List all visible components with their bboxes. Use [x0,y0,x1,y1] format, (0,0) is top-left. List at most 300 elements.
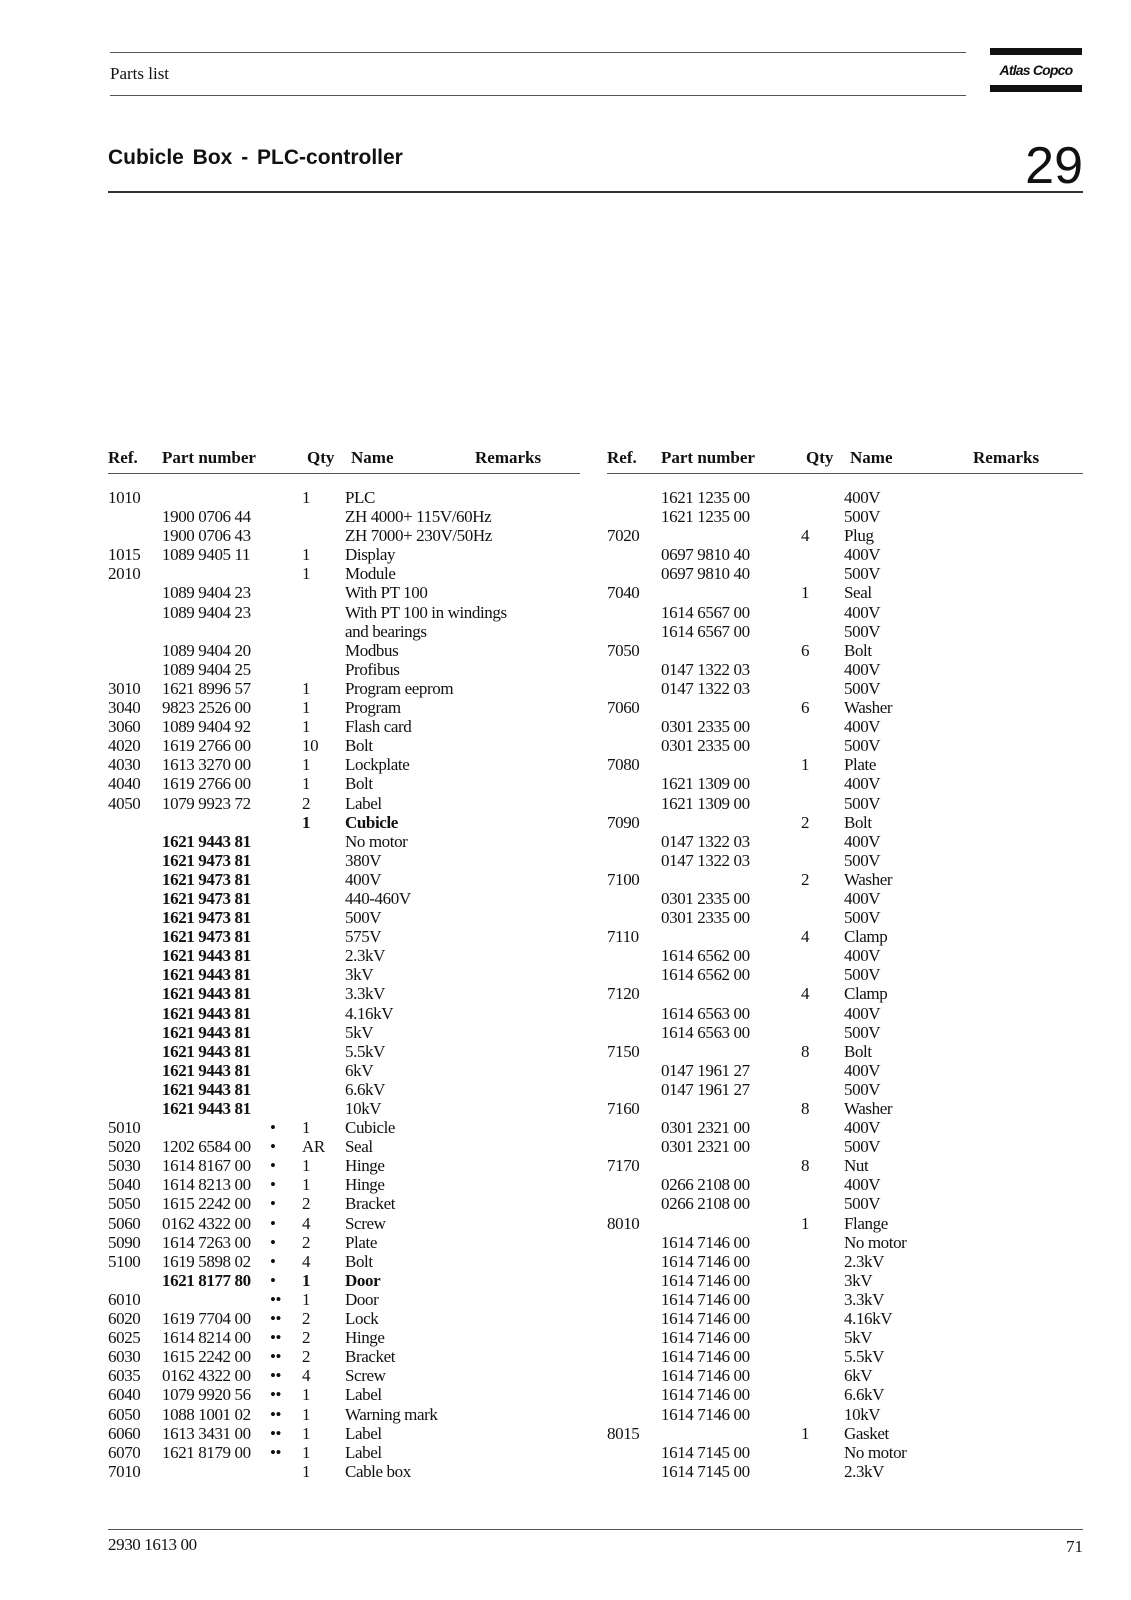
name-cell: 500V [345,908,382,928]
name-cell: 5kV [345,1022,374,1042]
name-cell: 380V [345,850,382,870]
name-cell: Washer [844,869,893,889]
qty-cell: 4 [801,984,810,1004]
indent-marker: •• [270,1309,282,1329]
part-number-cell: 1615 2242 00 [162,1347,251,1367]
name-cell: 500V [844,621,881,641]
name-cell: 400V [844,488,881,507]
header-qty: Qty [307,448,335,467]
ref-cell: 7080 [607,755,640,775]
part-number-cell: 1614 7263 00 [162,1232,251,1252]
qty-cell: 1 [302,812,311,832]
qty-cell: 1 [801,1213,810,1233]
ref-cell: 7150 [607,1041,640,1061]
part-number-cell: 1614 7146 00 [661,1347,750,1367]
name-cell: 500V [844,1079,881,1099]
part-number-cell: 1621 9443 81 [162,1041,251,1061]
indent-marker: • [270,1118,276,1138]
part-number-cell: 1614 7146 00 [661,1328,750,1348]
name-cell: Flash card [345,717,412,737]
qty-cell: 8 [801,1099,810,1118]
name-cell: 500V [844,1137,881,1157]
table-header-rule-right [607,473,1083,474]
logo-text: Atlas Copco [999,62,1073,78]
part-number-cell: 1621 1309 00 [661,793,750,813]
indent-marker: • [270,1213,276,1233]
name-cell: Cable box [345,1461,411,1481]
name-cell: Flange [844,1213,888,1233]
section-label: Parts list [110,64,170,83]
name-cell: Bolt [345,774,373,794]
ref-cell: 3010 [108,678,141,698]
qty-cell: 1 [302,1461,311,1481]
ref-cell: 4020 [108,736,141,756]
ref-cell: 2010 [108,564,141,584]
part-number-cell: 1614 8214 00 [162,1328,251,1348]
name-cell: 500V [844,1194,881,1214]
ref-cell: 7040 [607,583,640,603]
ref-cell: 5050 [108,1194,141,1214]
ref-cell: 3040 [108,698,141,718]
part-number-cell: 0266 2108 00 [661,1175,750,1195]
part-number-cell: 1614 7146 00 [661,1270,750,1290]
name-cell: ZH 7000+ 230V/50Hz [345,526,492,546]
part-number-cell: 0301 2335 00 [661,908,750,928]
part-number-cell: 1089 9404 20 [162,640,251,660]
qty-cell: 1 [302,1404,311,1424]
qty-cell: 1 [302,1385,311,1405]
part-number-cell: 1621 9443 81 [162,984,251,1004]
part-number-cell: 1621 9473 81 [162,850,251,870]
name-cell: Plate [844,755,876,775]
part-number-cell: 1614 7146 00 [661,1251,750,1271]
name-cell: Washer [844,698,893,718]
name-cell: Label [345,793,382,813]
name-cell: 10kV [844,1404,881,1424]
name-cell: Display [345,545,396,565]
ref-cell: 7090 [607,812,640,832]
header-qty: Qty [806,448,834,467]
name-cell: ZH 4000+ 115V/60Hz [345,507,492,527]
part-number-cell: 1614 7146 00 [661,1232,750,1252]
name-cell: 3.3kV [844,1289,885,1309]
qty-cell: 1 [302,564,311,584]
qty-cell: 8 [801,1041,810,1061]
indent-marker: •• [270,1423,282,1443]
name-cell: Seal [844,583,872,603]
part-number-cell: 1614 7146 00 [661,1385,750,1405]
ref-cell: 6040 [108,1385,141,1405]
indent-marker: •• [270,1404,282,1424]
name-cell: Label [345,1385,382,1405]
part-number-cell: 1621 9473 81 [162,888,251,908]
part-number-cell: 0301 2335 00 [661,717,750,737]
ref-cell: 6060 [108,1423,141,1443]
name-cell: 500V [844,736,881,756]
logo-bottom-bar [990,85,1082,92]
ref-cell: 7020 [607,526,640,546]
qty-cell: 1 [302,1289,311,1309]
name-cell: Screw [345,1366,386,1386]
ref-cell: 6020 [108,1309,141,1329]
part-number-cell: 1619 2766 00 [162,736,251,756]
name-cell: Nut [844,1156,869,1176]
part-number-cell: 0162 4322 00 [162,1366,251,1386]
name-cell: No motor [844,1442,907,1462]
part-number-cell: 1614 6567 00 [661,621,750,641]
name-cell: and bearings [345,621,427,641]
name-cell: Washer [844,1099,893,1118]
part-number-cell: 0301 2335 00 [661,888,750,908]
part-number-cell: 1614 6563 00 [661,1022,750,1042]
part-number-cell: 1621 9443 81 [162,1003,251,1023]
name-cell: Modbus [345,640,399,660]
name-cell: 2.3kV [844,1251,885,1271]
name-cell: Program [345,698,401,718]
name-cell: Clamp [844,927,888,947]
part-number-cell: 1619 5898 02 [162,1251,251,1271]
ref-cell: 6070 [108,1442,141,1462]
name-cell: 400V [345,869,382,889]
atlas-copco-logo [990,48,1082,94]
part-number-cell: 1079 9920 56 [162,1385,251,1405]
part-number-cell: 0147 1961 27 [661,1060,750,1080]
qty-cell: 1 [302,1442,311,1462]
indent-marker: •• [270,1289,282,1309]
qty-cell: 6 [801,640,810,660]
name-cell: 400V [844,946,881,966]
name-cell: 500V [844,1022,881,1042]
qty-cell: 1 [801,583,810,603]
qty-cell: 1 [302,1270,311,1290]
name-cell: Door [345,1270,381,1290]
name-cell: 5kV [844,1328,873,1348]
ref-cell: 7100 [607,869,640,889]
part-number-cell: 1621 8177 80 [162,1270,251,1290]
indent-marker: •• [270,1385,282,1405]
name-cell: Plug [844,526,874,546]
part-number-cell: 1088 1001 02 [162,1404,251,1424]
name-cell: 400V [844,831,881,851]
ref-cell: 7060 [607,698,640,718]
qty-cell: 2 [302,1232,311,1252]
indent-marker: • [270,1251,276,1271]
qty-cell: 2 [302,1309,311,1329]
ref-cell: 3060 [108,717,141,737]
part-number-cell: 1614 7146 00 [661,1289,750,1309]
name-cell: Bolt [844,640,872,660]
name-cell: 10kV [345,1099,382,1118]
part-number-cell: 1621 9473 81 [162,927,251,947]
ref-cell: 6010 [108,1289,141,1309]
header-name: Name [351,448,394,467]
indent-marker: •• [270,1347,282,1367]
part-number-cell: 0162 4322 00 [162,1213,251,1233]
qty-cell: 1 [302,698,311,718]
name-cell: Bolt [844,1041,872,1061]
part-number-cell: 1621 8179 00 [162,1442,251,1462]
part-number-cell: 1614 8213 00 [162,1175,251,1195]
name-cell: 4.16kV [345,1003,394,1023]
ref-cell: 4030 [108,755,141,775]
name-cell: 400V [844,659,881,679]
name-cell: Hinge [345,1156,385,1176]
part-number-cell: 1089 9404 23 [162,583,251,603]
ref-cell: 7110 [607,927,639,947]
part-number-cell: 1613 3431 00 [162,1423,251,1443]
name-cell: Bolt [345,1251,373,1271]
qty-cell: 1 [302,1118,311,1138]
ref-cell: 5040 [108,1175,141,1195]
table-header-rule-left [108,473,580,474]
ref-cell: 5090 [108,1232,141,1252]
part-number-cell: 1615 2242 00 [162,1194,251,1214]
qty-cell: 6 [801,698,810,718]
name-cell: 6kV [844,1366,873,1386]
name-cell: With PT 100 in windings [345,602,507,622]
qty-cell: 1 [801,755,810,775]
part-number-cell: 0147 1322 03 [661,831,750,851]
part-number-cell: 1621 1235 00 [661,507,750,527]
name-cell: No motor [345,831,408,851]
part-number-cell: 1614 7146 00 [661,1366,750,1386]
ref-cell: 5100 [108,1251,141,1271]
part-number-cell: 1621 9443 81 [162,946,251,966]
part-number-cell: 0147 1322 03 [661,659,750,679]
name-cell: Plate [345,1232,377,1252]
qty-cell: 2 [302,1194,311,1214]
ref-cell: 6025 [108,1328,141,1348]
name-cell: Cubicle [345,812,398,832]
part-number-cell: 1614 6562 00 [661,946,750,966]
name-cell: Profibus [345,659,400,679]
part-number-cell: 0697 9810 40 [661,545,750,565]
name-cell: 400V [844,1175,881,1195]
ref-cell: 7120 [607,984,640,1004]
part-number-cell: 1621 9443 81 [162,1060,251,1080]
name-cell: 500V [844,850,881,870]
qty-cell: 1 [302,678,311,698]
name-cell: 440-460V [345,888,411,908]
qty-cell: 1 [302,488,311,507]
name-cell: 400V [844,602,881,622]
header-part-number: Part number [162,448,256,467]
ref-cell: 8010 [607,1213,640,1233]
part-number-cell: 1202 6584 00 [162,1137,251,1157]
name-cell: 5.5kV [844,1347,885,1367]
qty-cell: 1 [801,1423,810,1443]
name-cell: 3kV [844,1270,873,1290]
header-remarks: Remarks [973,448,1040,467]
ref-cell: 1010 [108,488,141,507]
name-cell: 6kV [345,1060,374,1080]
indent-marker: • [270,1156,276,1176]
part-number-cell: 0301 2321 00 [661,1118,750,1138]
indent-marker: • [270,1137,276,1157]
name-cell: 400V [844,774,881,794]
header-remarks: Remarks [475,448,542,467]
header-ref: Ref. [108,448,138,467]
part-number-cell: 0301 2335 00 [661,736,750,756]
qty-cell: 2 [302,1328,311,1348]
part-number-cell: 1089 9404 23 [162,602,251,622]
name-cell: Label [345,1423,382,1443]
part-number-cell: 1614 7145 00 [661,1442,750,1462]
name-cell: No motor [844,1232,907,1252]
name-cell: 400V [844,1060,881,1080]
name-cell: Program eeprom [345,678,454,698]
part-number-cell: 1089 9404 92 [162,717,251,737]
name-cell: Clamp [844,984,888,1004]
qty-cell: 8 [801,1156,810,1176]
part-number-cell: 9823 2526 00 [162,698,251,718]
indent-marker: • [270,1194,276,1214]
qty-cell: 2 [302,1347,311,1367]
name-cell: 500V [844,793,881,813]
qty-cell: 1 [302,1175,311,1195]
part-number-cell: 1621 9443 81 [162,1079,251,1099]
part-number-cell: 1621 8996 57 [162,678,251,698]
name-cell: 500V [844,507,881,527]
name-cell: 500V [844,908,881,928]
name-cell: 400V [844,1118,881,1138]
ref-cell: 5020 [108,1137,141,1157]
part-number-cell: 1614 7146 00 [661,1404,750,1424]
name-cell: PLC [345,488,375,507]
qty-cell: 4 [302,1251,311,1271]
part-number-cell: 0301 2321 00 [661,1137,750,1157]
part-number-cell: 1621 9473 81 [162,908,251,928]
qty-cell: 4 [302,1366,311,1386]
part-number-cell: 1619 7704 00 [162,1309,251,1329]
name-cell: Cubicle [345,1118,396,1138]
qty-cell: 2 [302,793,311,813]
qty-cell: 1 [302,1423,311,1443]
page-title: Cubicle Box - PLC-controller [108,146,403,169]
name-cell: 3kV [345,965,374,985]
ref-cell: 5030 [108,1156,141,1176]
name-cell: Lockplate [345,755,410,775]
qty-cell: AR [302,1137,325,1157]
part-number-cell: 1089 9405 11 [162,545,251,565]
header-top-rule [110,52,966,53]
indent-marker: • [270,1232,276,1252]
ref-cell: 4040 [108,774,141,794]
ref-cell: 8015 [607,1423,640,1443]
table-header-right [607,448,1083,470]
name-cell: 500V [844,678,881,698]
indent-marker: • [270,1270,276,1290]
name-cell: Bracket [345,1194,396,1214]
qty-cell: 10 [302,736,319,756]
name-cell: 400V [844,717,881,737]
name-cell: 2.3kV [844,1461,885,1481]
ref-cell: 1015 [108,545,141,565]
part-number-cell: 0266 2108 00 [661,1194,750,1214]
header-bottom-rule [110,95,966,96]
name-cell: Screw [345,1213,386,1233]
name-cell: With PT 100 [345,583,428,603]
qty-cell: 4 [801,526,810,546]
name-cell: Seal [345,1137,373,1157]
part-number-cell: 1089 9404 25 [162,659,251,679]
indent-marker: •• [270,1442,282,1462]
name-cell: Bracket [345,1347,396,1367]
part-number-cell: 1079 9923 72 [162,793,251,813]
name-cell: 400V [844,888,881,908]
ref-cell: 5060 [108,1213,141,1233]
header-name: Name [850,448,893,467]
qty-cell: 1 [302,755,311,775]
ref-cell: 5010 [108,1118,141,1138]
ref-cell: 4050 [108,793,141,813]
chapter-number: 29 [1025,137,1083,195]
qty-cell: 2 [801,812,810,832]
name-cell: 400V [844,1003,881,1023]
indent-marker: •• [270,1366,282,1386]
part-number-cell: 1621 1309 00 [661,774,750,794]
qty-cell: 1 [302,717,311,737]
name-cell: Gasket [844,1423,889,1443]
ref-cell: 7160 [607,1099,640,1118]
part-number-cell: 0147 1322 03 [661,678,750,698]
part-number-cell: 1621 9473 81 [162,869,251,889]
name-cell: Bolt [844,812,872,832]
name-cell: 2.3kV [345,946,386,966]
part-number-cell: 1621 9443 81 [162,965,251,985]
part-number-cell: 1614 7145 00 [661,1461,750,1481]
name-cell: Hinge [345,1175,385,1195]
part-number-cell: 1621 9443 81 [162,1022,251,1042]
qty-cell: 4 [801,927,810,947]
part-number-cell: 1900 0706 44 [162,507,251,527]
page-number: 71 [1066,1537,1083,1556]
name-cell: 500V [844,564,881,584]
name-cell: 500V [844,965,881,985]
qty-cell: 2 [801,869,810,889]
indent-marker: •• [270,1328,282,1348]
part-number-cell: 1621 9443 81 [162,1099,251,1118]
part-number-cell: 1621 1235 00 [661,488,750,507]
name-cell: 3.3kV [345,984,386,1004]
header-ref: Ref. [607,448,637,467]
qty-cell: 1 [302,774,311,794]
qty-cell: 1 [302,545,311,565]
part-number-cell: 1614 7146 00 [661,1309,750,1329]
name-cell: Hinge [345,1328,385,1348]
name-cell: 575V [345,927,382,947]
ref-cell: 6030 [108,1347,141,1367]
ref-cell: 7050 [607,640,640,660]
ref-cell: 6050 [108,1404,141,1424]
part-number-cell: 1900 0706 43 [162,526,251,546]
part-number-cell: 0147 1961 27 [661,1079,750,1099]
name-cell: Door [345,1289,379,1309]
name-cell: 6.6kV [844,1385,885,1405]
header-part-number: Part number [661,448,755,467]
name-cell: Label [345,1442,382,1462]
name-cell: 5.5kV [345,1041,386,1061]
name-cell: 4.16kV [844,1309,893,1329]
part-number-cell: 1613 3270 00 [162,755,251,775]
qty-cell: 4 [302,1213,311,1233]
part-number-cell: 1621 9443 81 [162,831,251,851]
part-number-cell: 1614 6567 00 [661,602,750,622]
indent-marker: • [270,1175,276,1195]
name-cell: 6.6kV [345,1079,386,1099]
part-number-cell: 1614 6562 00 [661,965,750,985]
name-cell: 400V [844,545,881,565]
